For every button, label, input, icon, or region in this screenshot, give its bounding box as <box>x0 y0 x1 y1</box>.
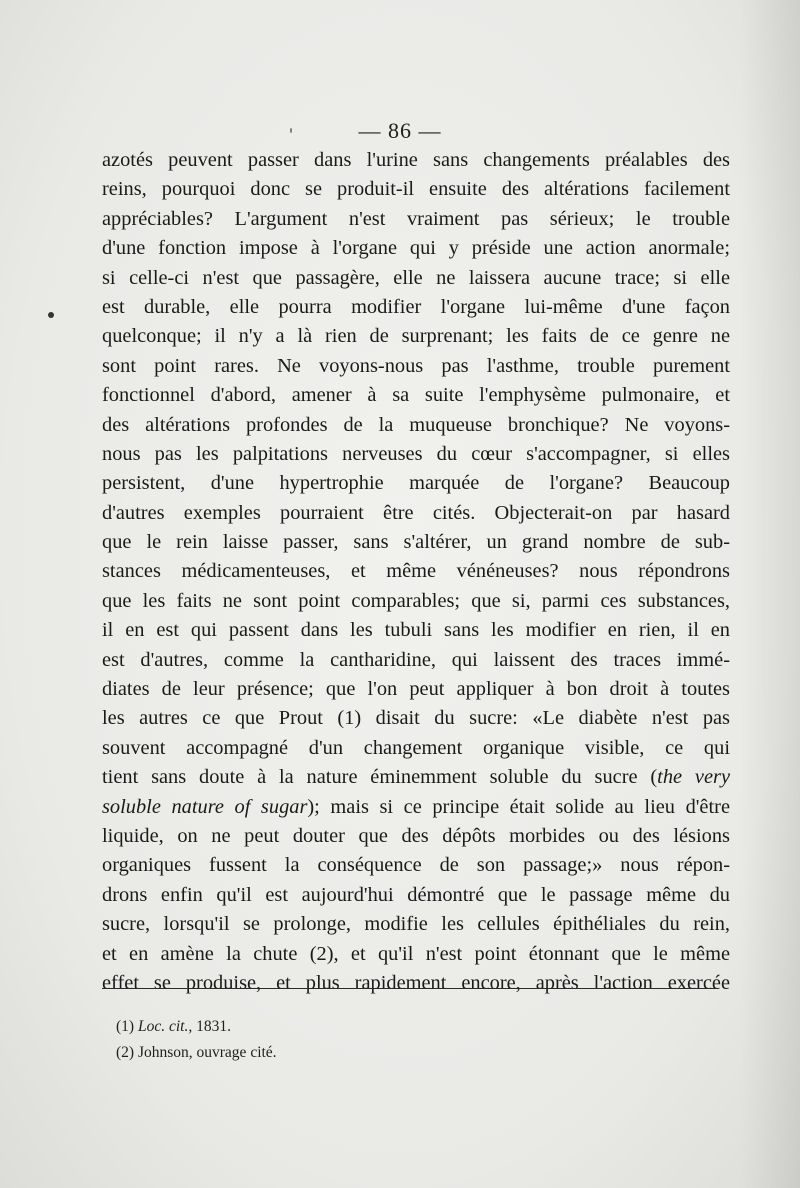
body-text <box>102 146 730 998</box>
text-line-with-italic <box>102 763 730 792</box>
text-line: appréciables? L'argument n'est vraiment pas sérieux; le trouble <box>102 207 730 230</box>
text-line: que les faits ne sont point comparables; que si, parmi ces substances, <box>102 589 730 612</box>
footnote-marker: (2) <box>116 1044 135 1061</box>
footnote-italic: Loc. cit., <box>137 1018 193 1035</box>
text-line: souvent accompagné d'un changement organique visible, ce qui <box>102 736 730 759</box>
footnote-text: 1831. <box>192 1018 231 1035</box>
text-segment: tient sans doute à la nature éminemment soluble du sucre ( <box>102 766 658 789</box>
footnote-2 <box>116 1040 277 1066</box>
text-line: si celle-ci n'est que passagère, elle ne laissera aucune trace; si elle <box>102 266 730 289</box>
text-line: d'une fonction impose à l'organe qui y préside une action anormale; <box>102 237 730 260</box>
text-line: des altérations profondes de la muqueuse bronchique? Ne voyons- <box>102 413 730 436</box>
ink-speck <box>290 128 292 133</box>
text-line: et en amène la chute (2), et qu'il n'est point étonnant que le même <box>102 942 730 965</box>
text-line: effet se produise, et plus rapidement encore, après l'action exercée <box>102 971 730 994</box>
text-line: les autres ce que Prout (1) disait du sucre: «Le diabète n'est pas <box>102 707 730 730</box>
text-line: nous pas les palpitations nerveuses du cœur s'accompagner, si elles <box>102 442 730 465</box>
text-line: diates de leur présence; que l'on peut appliquer à bon droit à toutes <box>102 678 730 701</box>
text-line: est d'autres, comme la cantharidine, qui laissent des traces immé- <box>102 648 730 671</box>
footnote-1 <box>116 1014 277 1040</box>
text-line: sont point rares. Ne voyons-nous pas l'asthme, trouble purement <box>102 354 730 377</box>
text-line: persistent, d'une hypertrophie marquée de l'organe? Beaucoup <box>102 472 730 495</box>
footnote-marker: (1) <box>116 1018 135 1035</box>
text-segment: ); mais si ce principe était solide au lieu d'être <box>307 795 730 818</box>
page-edge-shadow <box>740 0 800 1188</box>
text-line: il en est qui passent dans les tubuli sans les modifier en rien, il en <box>102 619 730 642</box>
text-line: stances médicamenteuses, et même vénéneuses? nous répondrons <box>102 560 730 583</box>
text-line: liquide, on ne peut douter que des dépôts morbides ou des lésions <box>102 824 730 847</box>
italic-phrase: soluble nature of sugar <box>102 795 308 818</box>
ink-speck <box>48 312 54 318</box>
footnote-text: Johnson, ouvrage cité. <box>134 1044 277 1061</box>
text-line: quelconque; il n'y a là rien de surprenant; les faits de ce genre ne <box>102 325 730 348</box>
italic-phrase: the very <box>657 766 730 789</box>
page-number: — 86 — <box>358 118 442 143</box>
text-line: organiques fussent la conséquence de son passage;» nous répon- <box>102 854 730 877</box>
text-line: d'autres exemples pourraient être cités. Objecterait-on par hasard <box>102 501 730 524</box>
footnotes <box>116 1014 277 1066</box>
text-line: reins, pourquoi donc se produit-il ensuite des altérations facilement <box>102 178 730 201</box>
text-line: fonctionnel d'abord, amener à sa suite l'emphysème pulmonaire, et <box>102 384 730 407</box>
text-line: azotés peuvent passer dans l'urine sans changements préalables des <box>102 149 730 171</box>
footnote-separator <box>102 988 718 989</box>
text-line: drons enfin qu'il est aujourd'hui démontré que le passage même du <box>102 883 730 906</box>
text-line-with-italic <box>102 793 730 822</box>
text-line: est durable, elle pourra modifier l'organe lui-même d'une façon <box>102 295 730 318</box>
text-line: sucre, lorsqu'il se prolonge, modifie les cellules épithéliales du rein, <box>102 913 730 936</box>
text-line: que le rein laisse passer, sans s'altérer, un grand nombre de sub- <box>102 531 730 554</box>
